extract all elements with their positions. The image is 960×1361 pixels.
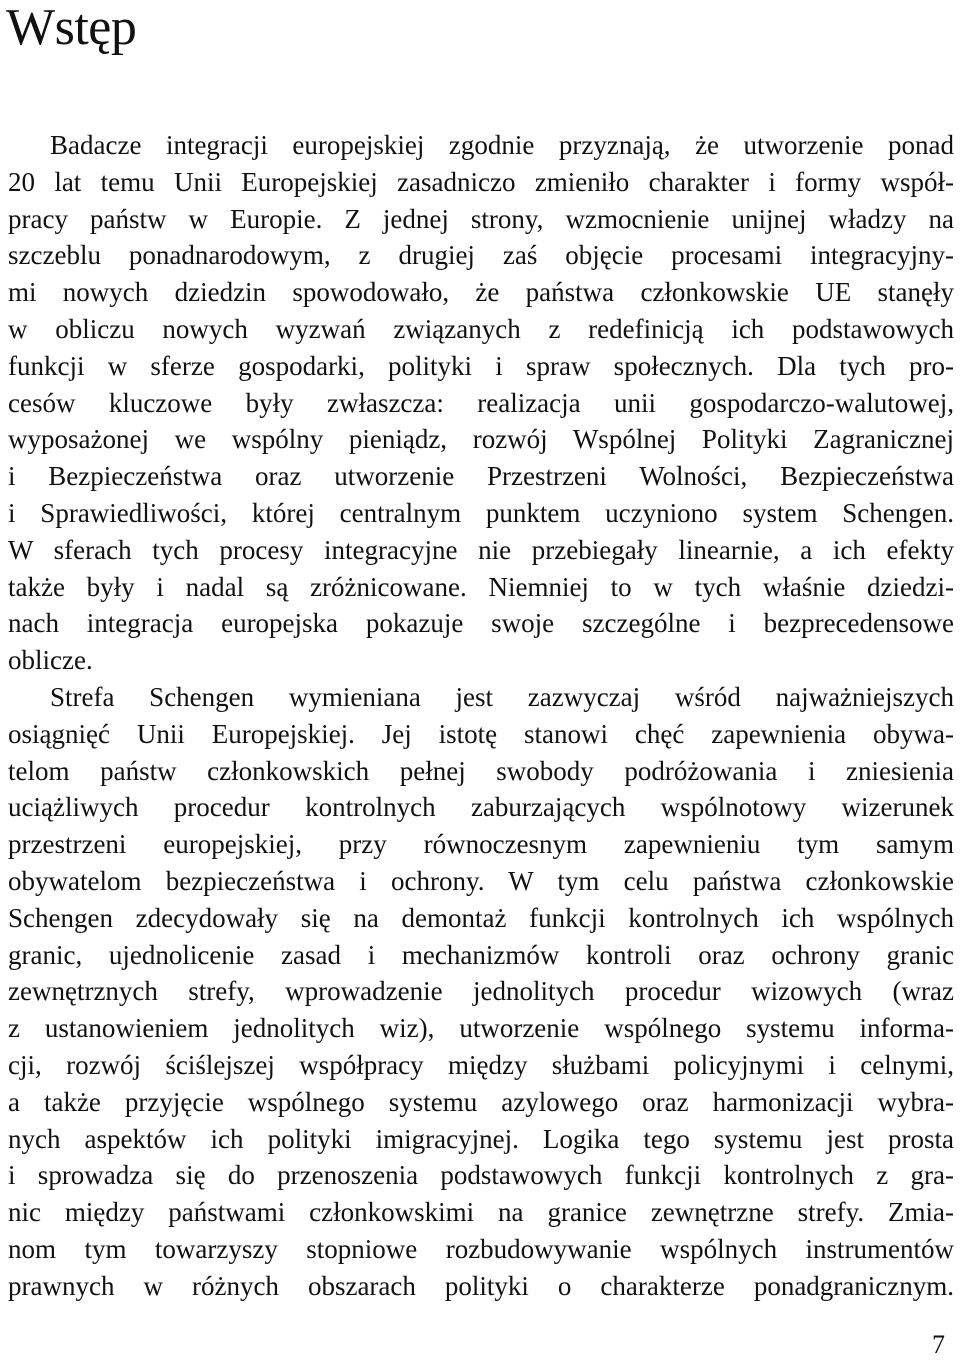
text-line: cesów kluczowe były zwłaszcza: realizacja unii gospodarczo-walutowej,: [8, 387, 954, 418]
text-line: z ustanowieniem jednolitych wiz), utworzenie wspólnego systemu informa-: [8, 1013, 954, 1044]
text-line: Badacze integracji europejskiej zgodnie przyznają, że utworzenie ponad: [50, 130, 954, 160]
text-line: wyposażonej we wspólny pieniądz, rozwój Wspólnej Polityki Zagranicznej: [8, 424, 954, 455]
text-line: nom tym towarzyszy stopniowe rozbudowywanie wspólnych instrumentów: [8, 1233, 954, 1264]
text-line: także były i nadal są zróżnicowane. Niemniej to w tych właśnie dziedzi-: [8, 571, 954, 602]
paragraph-1: [8, 127, 954, 679]
page-number: 7: [932, 1330, 945, 1359]
body-text: [8, 127, 954, 1305]
text-line: W sferach tych procesy integracyjne nie przebiegały linearnie, a ich efekty: [8, 534, 954, 565]
text-line: prawnych w różnych obszarach polityki o charakterze ponadgranicznym.: [8, 1270, 954, 1301]
text-line: cji, rozwój ściślejszej współpracy między służbami policyjnymi i celnymi,: [8, 1049, 954, 1080]
text-line: szczeblu ponadnarodowym, z drugiej zaś objęcie procesami integracyjny-: [8, 240, 954, 271]
text-line: 20 lat temu Unii Europejskiej zasadniczo zmieniło charakter i formy współ-: [8, 166, 954, 197]
text-line: i sprowadza się do przenoszenia podstawowych funkcji kontrolnych z gra-: [8, 1160, 954, 1191]
text-line: i Bezpieczeństwa oraz utworzenie Przestrzeni Wolności, Bezpieczeństwa: [8, 461, 954, 492]
text-line: osiągnięć Unii Europejskiej. Jej istotę stanowi chęć zapewnienia obywa-: [8, 718, 954, 749]
text-line: i Sprawiedliwości, której centralnym punktem uczyniono system Schengen.: [8, 497, 954, 528]
text-line: Strefa Schengen wymieniana jest zazwyczaj wśród najważniejszych: [50, 681, 954, 712]
paragraph-2: [8, 679, 954, 1305]
text-line: zewnętrznych strefy, wprowadzenie jednolitych procedur wizowych (wraz: [8, 976, 954, 1007]
text-line: nic między państwami członkowskimi na granice zewnętrzne strefy. Zmia-: [8, 1197, 954, 1228]
text-line: a także przyjęcie wspólnego systemu azylowego oraz harmonizacji wybra-: [8, 1086, 954, 1117]
text-line: nych aspektów ich polityki imigracyjnej. Logika tego systemu jest prosta: [8, 1123, 954, 1154]
text-line: oblicze.: [8, 645, 93, 676]
text-line: w obliczu nowych wyzwań związanych z redefinicją ich podstawowych: [8, 313, 954, 344]
text-line: uciążliwych procedur kontrolnych zaburzających wspólnotowy wizerunek: [8, 792, 954, 823]
text-line: obywatelom bezpieczeństwa i ochrony. W tym celu państwa członkowskie: [8, 865, 954, 896]
text-line: mi nowych dziedzin spowodowało, że państwa członkowskie UE stanęły: [8, 277, 954, 308]
text-line: granic, ujednolicenie zasad i mechanizmów kontroli oraz ochrony granic: [8, 939, 954, 970]
text-line: Schengen zdecydowały się na demontaż funkcji kontrolnych ich wspólnych: [8, 902, 954, 933]
text-line: przestrzeni europejskiej, przy równoczesnym zapewnieniu tym samym: [8, 829, 954, 860]
text-line: nach integracja europejska pokazuje swoje szczególne i bezprecedensowe: [8, 608, 954, 639]
text-line: funkcji w sferze gospodarki, polityki i spraw społecznych. Dla tych pro-: [8, 350, 954, 381]
text-line: pracy państw w Europie. Z jednej strony, wzmocnienie unijnej władzy na: [8, 203, 954, 234]
text-line: telom państw członkowskich pełnej swobody podróżowania i zniesienia: [8, 755, 954, 786]
chapter-heading: Wstęp: [6, 0, 137, 56]
